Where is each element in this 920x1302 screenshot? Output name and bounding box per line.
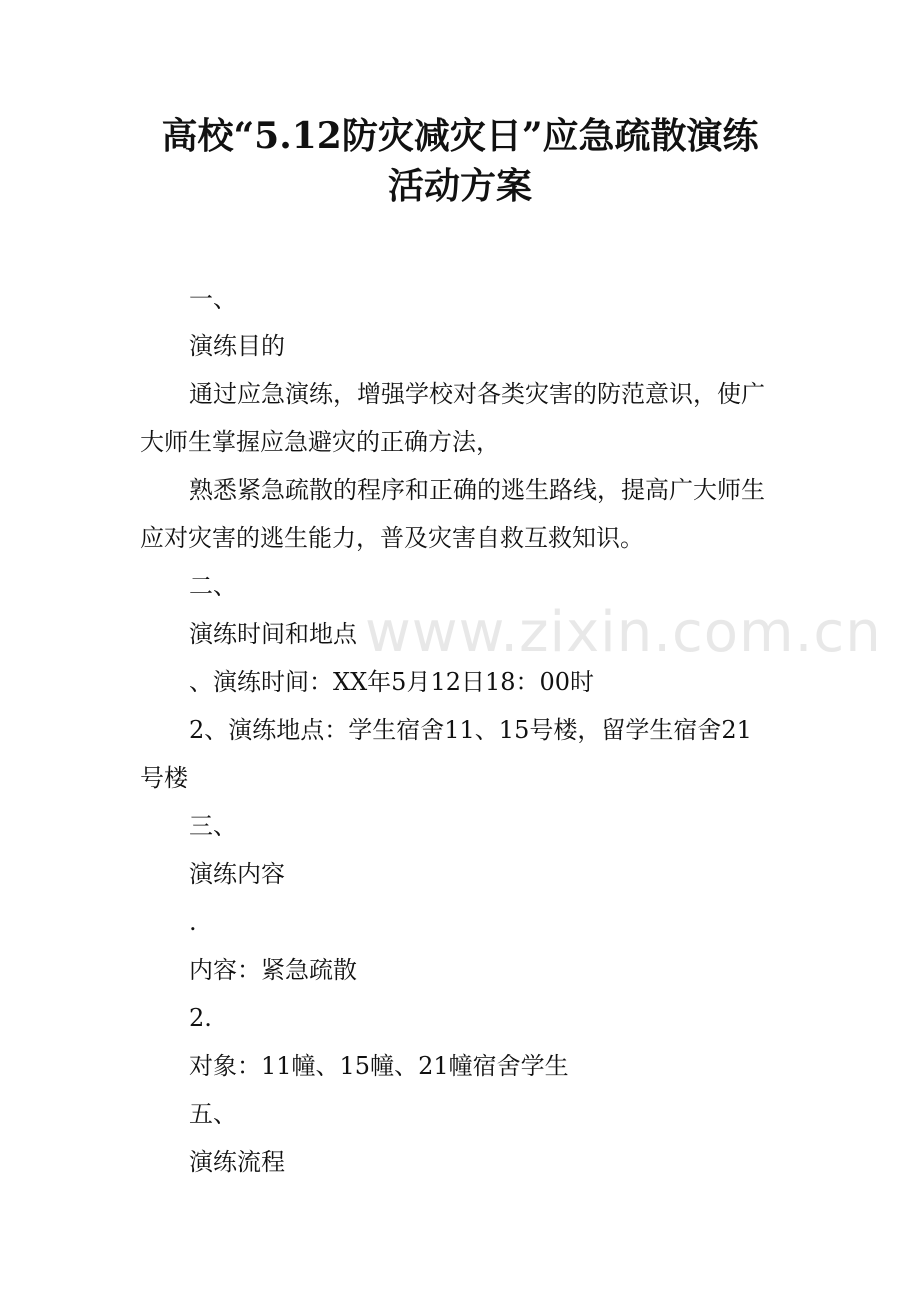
- section-heading-content: 演练内容: [189, 860, 285, 888]
- paragraph-text: 大师生掌握应急避灾的正确方法，: [140, 428, 500, 456]
- paragraph-text: 熟悉紧急疏散的程序和正确的逃生路线，提高广大师生: [189, 476, 765, 504]
- section-number-1: 一、: [189, 285, 237, 313]
- paragraph-text: 、演练时间：XX年5月12日18：00时: [189, 668, 595, 696]
- paragraph-text: 2.: [189, 1004, 212, 1032]
- section-number-3: 三、: [189, 812, 237, 840]
- document-title-line-1: 高校“5.12防灾减灾日”应急疏散演练: [161, 115, 759, 157]
- paragraph-text: 内容：紧急疏散: [189, 956, 357, 984]
- section-number-5: 五、: [189, 1100, 237, 1128]
- paragraph-text: 2、演练地点：学生宿舍11、15号楼，留学生宿舍21: [189, 716, 752, 744]
- section-heading-purpose: 演练目的: [189, 332, 285, 360]
- document-title-line-2: 活动方案: [387, 165, 532, 207]
- paragraph-text: 号楼: [140, 764, 188, 792]
- paragraph-text: 通过应急演练，增强学校对各类灾害的防范意识，使广: [189, 380, 765, 408]
- watermark-text: www.zixin.com.cn: [365, 600, 882, 665]
- paragraph-text: .: [189, 908, 197, 936]
- section-heading-process: 演练流程: [189, 1148, 285, 1176]
- paragraph-text: 对象：11幢、15幢、21幢宿舍学生: [189, 1052, 569, 1080]
- section-heading-time-place: 演练时间和地点: [189, 620, 357, 648]
- paragraph-text: 应对灾害的逃生能力，普及灾害自救互救知识。: [140, 524, 644, 552]
- section-number-2: 二、: [189, 572, 237, 600]
